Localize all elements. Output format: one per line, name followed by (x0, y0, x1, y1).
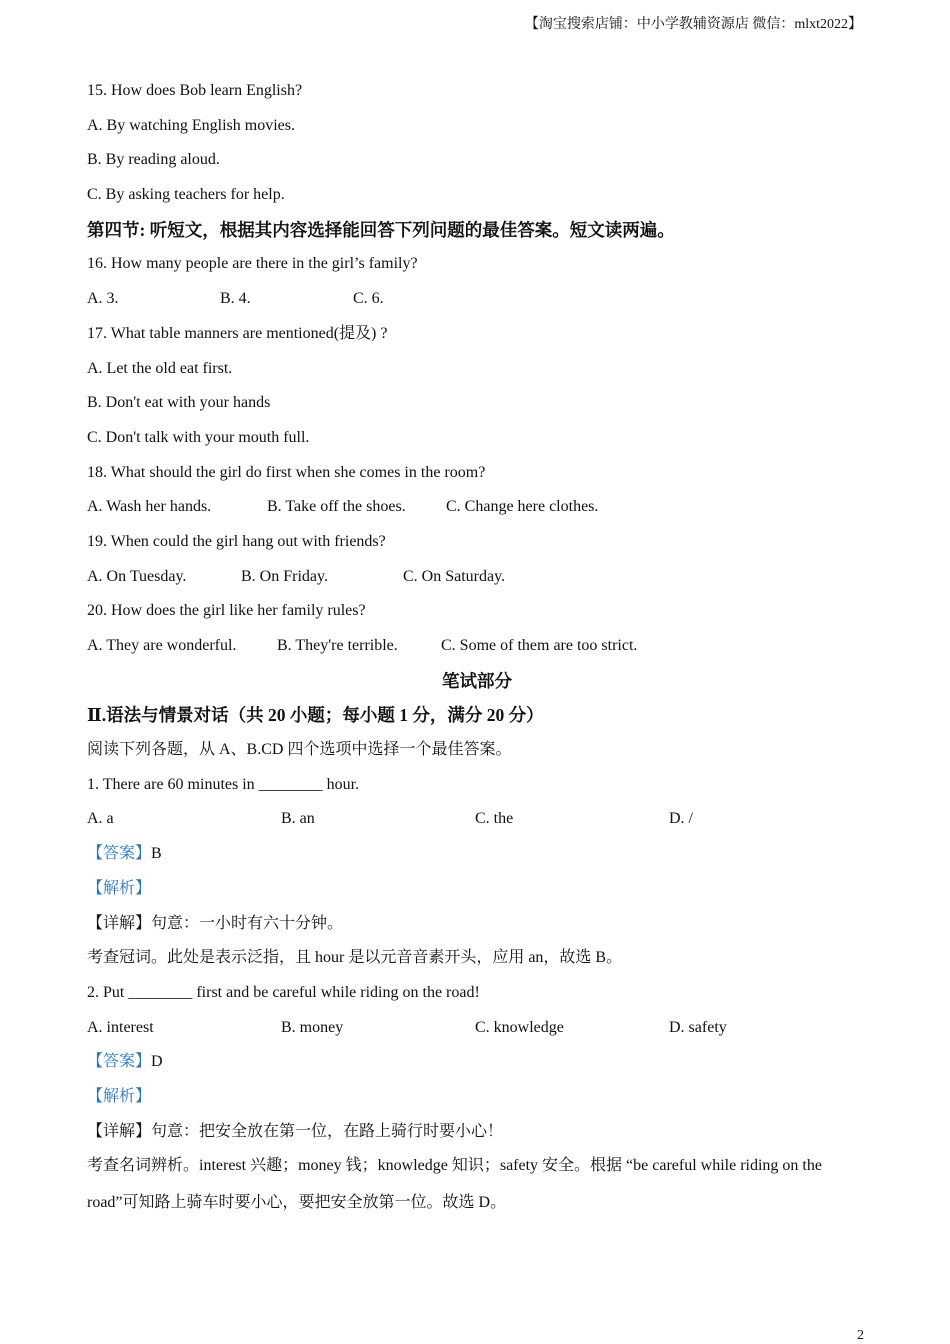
w2-options (87, 1015, 867, 1050)
q16-option-b: B. 4. (220, 290, 251, 308)
q15-option-a: A. By watching English movies. (87, 116, 295, 134)
q15-option-c: C. By asking teachers for help. (87, 186, 285, 204)
q18-options (87, 494, 867, 529)
w2-explanation-line2: road”可知路上骑车时要小心，要把安全放第一位。故选 D。 (87, 1194, 507, 1212)
q17-option-a: A. Let the old eat first. (87, 359, 233, 377)
w1-answer (87, 841, 867, 876)
q20-question: 20. How does the girl like her family rules? (87, 602, 366, 620)
q19-option-b: B. On Friday. (241, 567, 328, 585)
q19-options (87, 564, 867, 599)
w1-analysis-tag: 【解析】 (87, 879, 152, 897)
w1-detail: 【详解】句意：一小时有六十分钟。 (87, 914, 344, 932)
q19-question: 19. When could the girl hang out with friends? (87, 532, 386, 550)
q17-option-c: C. Don't talk with your mouth full. (87, 428, 310, 446)
q16-option-c: C. 6. (353, 290, 384, 308)
w2-answer-tag: 【答案】 (87, 1053, 152, 1071)
w1-option-d: D. / (669, 810, 693, 828)
document-body (87, 78, 867, 1225)
q15-question: 15. How does Bob learn English? (87, 82, 303, 99)
w2-option-c: C. knowledge (475, 1018, 564, 1036)
w2-answer-value: D (151, 1053, 163, 1071)
header-note: 【淘宝搜索店铺：中小学教辅资源店 微信：mlxt2022】 (524, 17, 862, 32)
w1-answer-value: B (151, 845, 162, 863)
q20-option-c: C. Some of them are too strict. (441, 637, 638, 654)
w1-option-b: B. an (281, 810, 315, 828)
w1-question: 1. There are 60 minutes in ________ hour. (87, 775, 360, 793)
q18-option-c: C. Change here clothes. (446, 498, 599, 516)
w2-explanation-line1: 考查名词辨析。interest 兴趣；money 钱；knowledge 知识；safety 安全。根据 “be careful while riding on the (87, 1157, 822, 1175)
w2-option-d: D. safety (669, 1018, 727, 1036)
q16-options (87, 286, 867, 321)
w2-detail: 【详解】句意：把安全放在第一位，在路上骑行时要小心！ (87, 1122, 504, 1140)
part2-instruction: 阅读下列各题，从 A、B.CD 四个选项中选择一个最佳答案。 (87, 741, 512, 759)
q18-question: 18. What should the girl do first when she comes in the room? (87, 463, 486, 481)
q16-option-a: A. 3. (87, 290, 119, 308)
q18-option-b: B. Take off the shoes. (267, 498, 406, 516)
q20-options (87, 633, 867, 668)
q18-option-a: A. Wash her hands. (87, 498, 212, 516)
w2-question: 2. Put ________ first and be careful while riding on the road! (87, 983, 480, 1001)
w1-option-c: C. the (475, 810, 514, 828)
w2-analysis-tag: 【解析】 (87, 1087, 152, 1105)
q20-option-a: A. They are wonderful. (87, 637, 237, 654)
q20-option-b: B. They're terrible. (277, 637, 398, 654)
q16-question: 16. How many people are there in the girl’s family? (87, 255, 418, 273)
q17-question: 17. What table manners are mentioned(提及) ? (87, 324, 388, 342)
page-number: 2 (857, 1328, 864, 1343)
w1-options (87, 806, 867, 841)
q17-option-b: B. Don't eat with your hands (87, 394, 271, 412)
w1-answer-tag: 【答案】 (87, 845, 152, 863)
w1-option-a: A. a (87, 810, 114, 828)
written-part-title: 笔试部分 (442, 670, 512, 691)
part2-title: Ⅱ.语法与情景对话（共 20 小题；每小题 1 分，满分 20 分） (87, 705, 544, 726)
q19-option-a: A. On Tuesday. (87, 567, 187, 585)
w2-option-a: A. interest (87, 1018, 154, 1036)
w2-answer (87, 1049, 867, 1084)
q15-option-b: B. By reading aloud. (87, 151, 220, 169)
w1-explanation: 考查冠词。此处是表示泛指，且 hour 是以元音音素开头，应用 an，故选 B。 (87, 949, 623, 967)
w2-option-b: B. money (281, 1018, 344, 1036)
section4-title: 第四节: 听短文，根据其内容选择能回答下列问题的最佳答案。短文读两遍。 (87, 219, 675, 240)
q19-option-c: C. On Saturday. (403, 567, 506, 585)
